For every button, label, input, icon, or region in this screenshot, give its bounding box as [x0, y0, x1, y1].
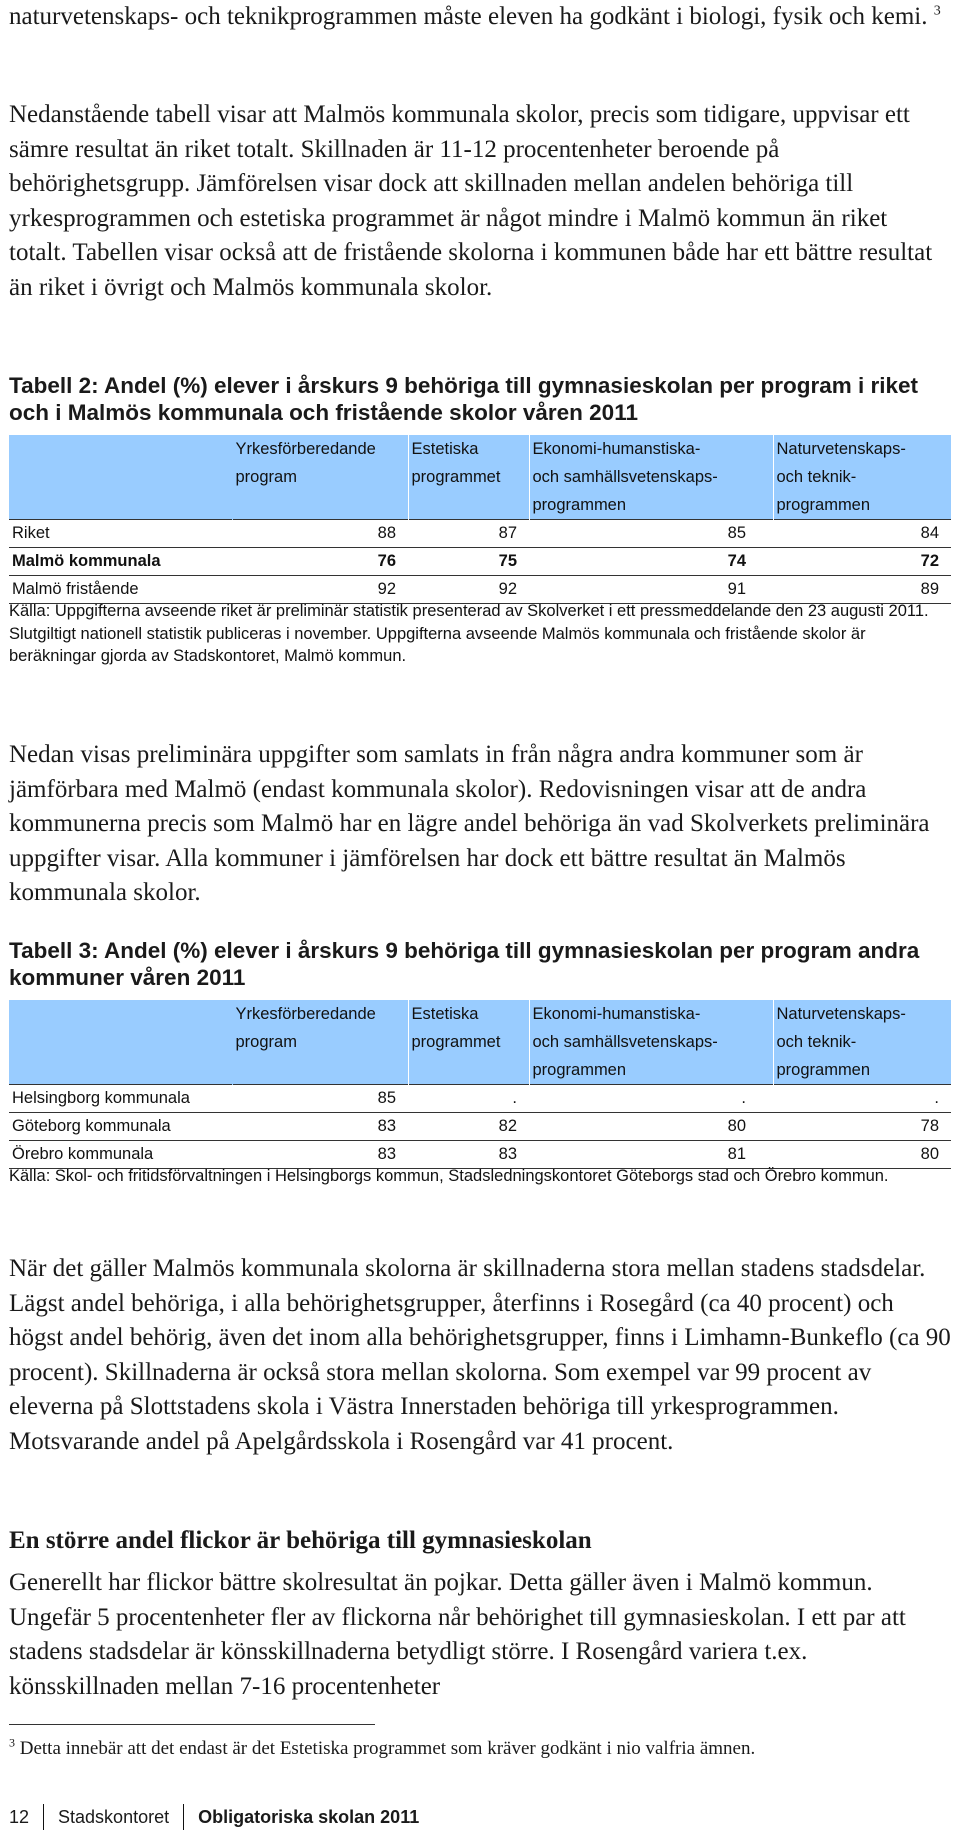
footer-separator — [43, 1804, 44, 1830]
row-label: Malmö fristående — [9, 576, 232, 604]
paragraph-intro-text: naturvetenskaps- och teknikprogrammen måste eleven ha godkänt i biologi, fysik och kemi. — [9, 3, 928, 30]
table-cell: 83 — [232, 1113, 408, 1141]
table-cell: 83 — [408, 1141, 529, 1169]
table-header-cell: Estetiska programmet — [408, 435, 529, 520]
paragraph-other-municipalities: Nedan visas preliminära uppgifter som samlats in från några andra kommuner som är jämförbara med Malmö (endast kommunala skolor). Redovisningen visar att de andra kommunerna precis som Malmö har en lägre andel behöriga än vad Skolverkets preliminära uppgifter visar. Alla kommuner i jämförelsen har dock ett bättre resultat än Malmös kommunala skolor. — [9, 741, 930, 906]
paragraph-gender-differences: Generellt har flickor bättre skolresultat än pojkar. Detta gäller även i Malmö kommun. Ungefär 5 procentenheter fler av flickorna når behörighet till gymnasieskolan. I ett par att stadens stadsdelar är könsskillnaderna betydligt större. I Rosengård variera t.ex. könsskillnaden mellan 7-16 procentenheter — [9, 1569, 906, 1700]
table-cell: 92 — [232, 576, 408, 604]
table-cell: 89 — [773, 576, 951, 604]
table-cell: 83 — [232, 1141, 408, 1169]
footer-separator — [183, 1804, 184, 1830]
table2-source-note: Källa: Uppgifterna avseende riket är preliminär statistik presenterad av Skolverket i ett pressmeddelande den 23 augusti 2011. Slutgiltigt nationell statistik publiceras i november. Uppgifterna avseende Malmös kommunala och fristående skolor är beräkningar gjorda av Stadskontoret, Malmö kommun. — [9, 602, 929, 665]
table-row — [9, 1113, 951, 1141]
table-cell: 74 — [529, 548, 773, 576]
table-cell: 87 — [408, 520, 529, 548]
page-number: 12 — [9, 1807, 30, 1827]
table-header-cell: Naturvetenskaps- och teknik- programmen — [773, 1000, 951, 1085]
footer-org: Stadskontoret — [58, 1807, 170, 1827]
table-cell: 85 — [232, 1085, 408, 1113]
paragraph-table-intro: Nedanstående tabell visar att Malmös kommunala skolor, precis som tidigare, uppvisar ett sämre resultat än riket totalt. Skillnaden är 11-12 procentenheter beroende på behörighetsgrupp. Jämförelsen visar dock att skillnaden mellan andelen behöriga till yrkesprogrammen och estetiska programmet är något mindre i Malmö kommun än riket totalt. Tabellen visar också att de fristående skolorna i kommunen både har ett bättre resultat än riket i övrigt och Malmös kommunala skolor. — [9, 101, 933, 301]
table-header-cell: Estetiska programmet — [408, 1000, 529, 1085]
table-header-corner — [9, 1000, 232, 1085]
table3-source-note: Källa: Skol- och fritidsförvaltningen i Helsingborgs kommun, Stadsledningskontoret Göteborgs stad och Örebro kommun. — [9, 1167, 889, 1185]
table-cell: 81 — [529, 1141, 773, 1169]
table-cell: 80 — [773, 1141, 951, 1169]
table-cell: 91 — [529, 576, 773, 604]
table-cell: 80 — [529, 1113, 773, 1141]
footnote — [9, 1735, 929, 1763]
paragraph-district-differences: När det gäller Malmös kommunala skolorna är skillnaderna stora mellan stadens stadsdelar. Lägst andel behöriga, i alla behörighetsgrupper, återfinns i Rosegård (ca 40 procent) och högst andel behörig, även det inom alla behörighetsgrupper, finns i Limhamn-Bunkeflo (ca 90 procent). Skillnaderna är också stora mellan skolorna. Som exempel var 99 procent av eleverna på Slottstadens skola i Västra Innerstaden behöriga till yrkesprogrammen. Motsvarande andel på Apelgårdsskola i Rosengård var 41 procent. — [9, 1255, 951, 1455]
footnote-reference: 3 — [933, 3, 941, 19]
row-label: Malmö kommunala — [9, 548, 232, 576]
table-header-cell: Yrkesförberedande program — [232, 435, 408, 520]
table-header-corner — [9, 435, 232, 520]
table-cell: 76 — [232, 548, 408, 576]
table-row — [9, 548, 951, 576]
table-malmo-eligibility — [9, 435, 951, 604]
page-footer — [9, 1804, 419, 1830]
table-cell: . — [408, 1085, 529, 1113]
table-cell: 88 — [232, 520, 408, 548]
footnote-divider — [9, 1724, 375, 1725]
footnote-text: Detta innebär att det endast är det Estetiska programmet som kräver godkänt i nio valfria ämnen. — [15, 1738, 756, 1759]
section-heading: En större andel flickor är behöriga till gymnasieskolan — [9, 1527, 592, 1554]
row-label: Riket — [9, 520, 232, 548]
table-cell: . — [529, 1085, 773, 1113]
paragraph-intro — [9, 0, 941, 35]
table-cell: 72 — [773, 548, 951, 576]
table-header-cell: Ekonomi-humanstiska- och samhällsvetenskaps- programmen — [529, 1000, 773, 1085]
table-header-cell: Ekonomi-humanstiska- och samhällsvetenskaps- programmen — [529, 435, 773, 520]
footer-publication: Obligatoriska skolan 2011 — [198, 1807, 420, 1827]
table-row — [9, 520, 951, 548]
table-cell: 92 — [408, 576, 529, 604]
table-cell: 85 — [529, 520, 773, 548]
table3-caption: Tabell 3: Andel (%) elever i årskurs 9 behöriga till gymnasieskolan per program andra kommuner våren 2011 — [9, 938, 920, 990]
table-cell: . — [773, 1085, 951, 1113]
table-header-cell: Yrkesförberedande program — [232, 1000, 408, 1085]
table-cell: 75 — [408, 548, 529, 576]
table-cell: 78 — [773, 1113, 951, 1141]
row-label: Örebro kommunala — [9, 1141, 232, 1169]
row-label: Helsingborg kommunala — [9, 1085, 232, 1113]
table-other-municipalities — [9, 1000, 951, 1169]
table-row — [9, 1085, 951, 1113]
footnote-number: 3 — [9, 1735, 15, 1750]
table-cell: 82 — [408, 1113, 529, 1141]
table-header-row — [9, 435, 951, 520]
row-label: Göteborg kommunala — [9, 1113, 232, 1141]
table-header-cell: Naturvetenskaps- och teknik- programmen — [773, 435, 951, 520]
table2-caption: Tabell 2: Andel (%) elever i årskurs 9 behöriga till gymnasieskolan per program i riket och i Malmös kommunala och fristående skolor våren 2011 — [9, 373, 919, 425]
table-header-row — [9, 1000, 951, 1085]
table-cell: 84 — [773, 520, 951, 548]
